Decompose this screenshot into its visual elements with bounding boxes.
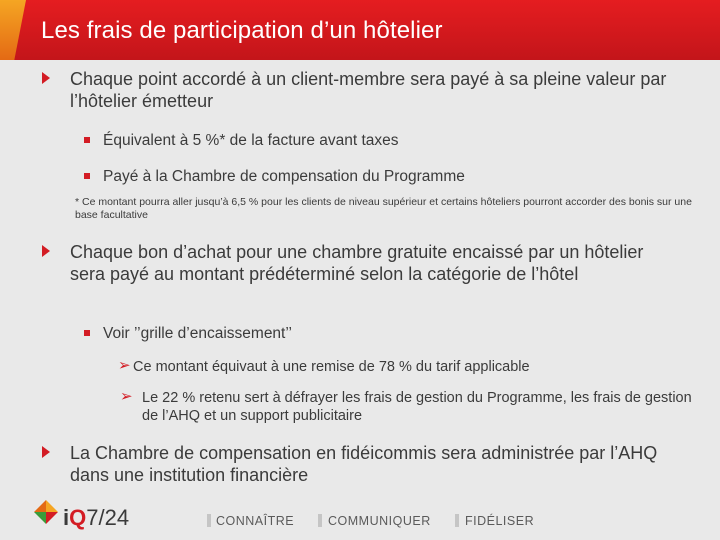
logo-icon [34,500,58,524]
square-bullet-icon [84,330,90,336]
bullet-arrow-icon [42,72,50,84]
bullet-1-sub-1: Équivalent à 5 %* de la facture avant taxes [103,132,399,149]
bullet-2-text: Chaque bon d’achat pour une chambre gratuite encaissé par un hôtelier sera payé au montant prédéterminé selon la catégorie de l’hôtel [70,242,644,284]
bullet-1-text: Chaque point accordé à un client-membre sera payé à sa pleine valeur par l’hôtelier émetteur [70,69,667,111]
footer-separator [455,514,459,527]
logo-wordmark [63,505,129,531]
bullet-3-text: La Chambre de compensation en fidéicommis sera administrée par l’AHQ dans une institution financière [70,443,658,485]
logo-i: i [63,505,70,530]
logo-q: Q [69,505,87,530]
bullet-2-subsub-1: Ce montant équivaut à une remise de 78 % du tarif applicable [133,359,530,375]
bullet-arrow-icon [42,446,50,458]
footer-fideliser: FIDÉLISER [465,514,535,528]
footer-separator [318,514,322,527]
bullet-2-sub-1: Voir ’’grille d’encaissement’’ [103,325,292,342]
slide-title: Les frais de participation d’un hôtelier [41,17,443,44]
bullet-2-subsub-2: Le 22 % retenu sert à défrayer les frais de gestion du Programme, les frais de gestion de l’AHQ et un support publicitaire [142,390,692,424]
arrowhead-bullet-icon: ➢ [118,357,131,374]
arrowhead-bullet-icon: ➢ [120,388,133,405]
square-bullet-icon [84,173,90,179]
footer-connaitre: CONNAÎTRE [216,514,295,528]
bullet-arrow-icon [42,245,50,257]
footer-communiquer: COMMUNIQUER [328,514,431,528]
square-bullet-icon [84,137,90,143]
bullet-1-sub-2: Payé à la Chambre de compensation du Programme [103,168,465,185]
footnote: * Ce montant pourra aller jusqu’à 6,5 % pour les clients de niveau supérieur et certains hôteliers pourront accorder des bonis sur une base facultative [75,196,692,221]
footer-separator [207,514,211,527]
logo-rest: 7/24 [86,505,130,530]
